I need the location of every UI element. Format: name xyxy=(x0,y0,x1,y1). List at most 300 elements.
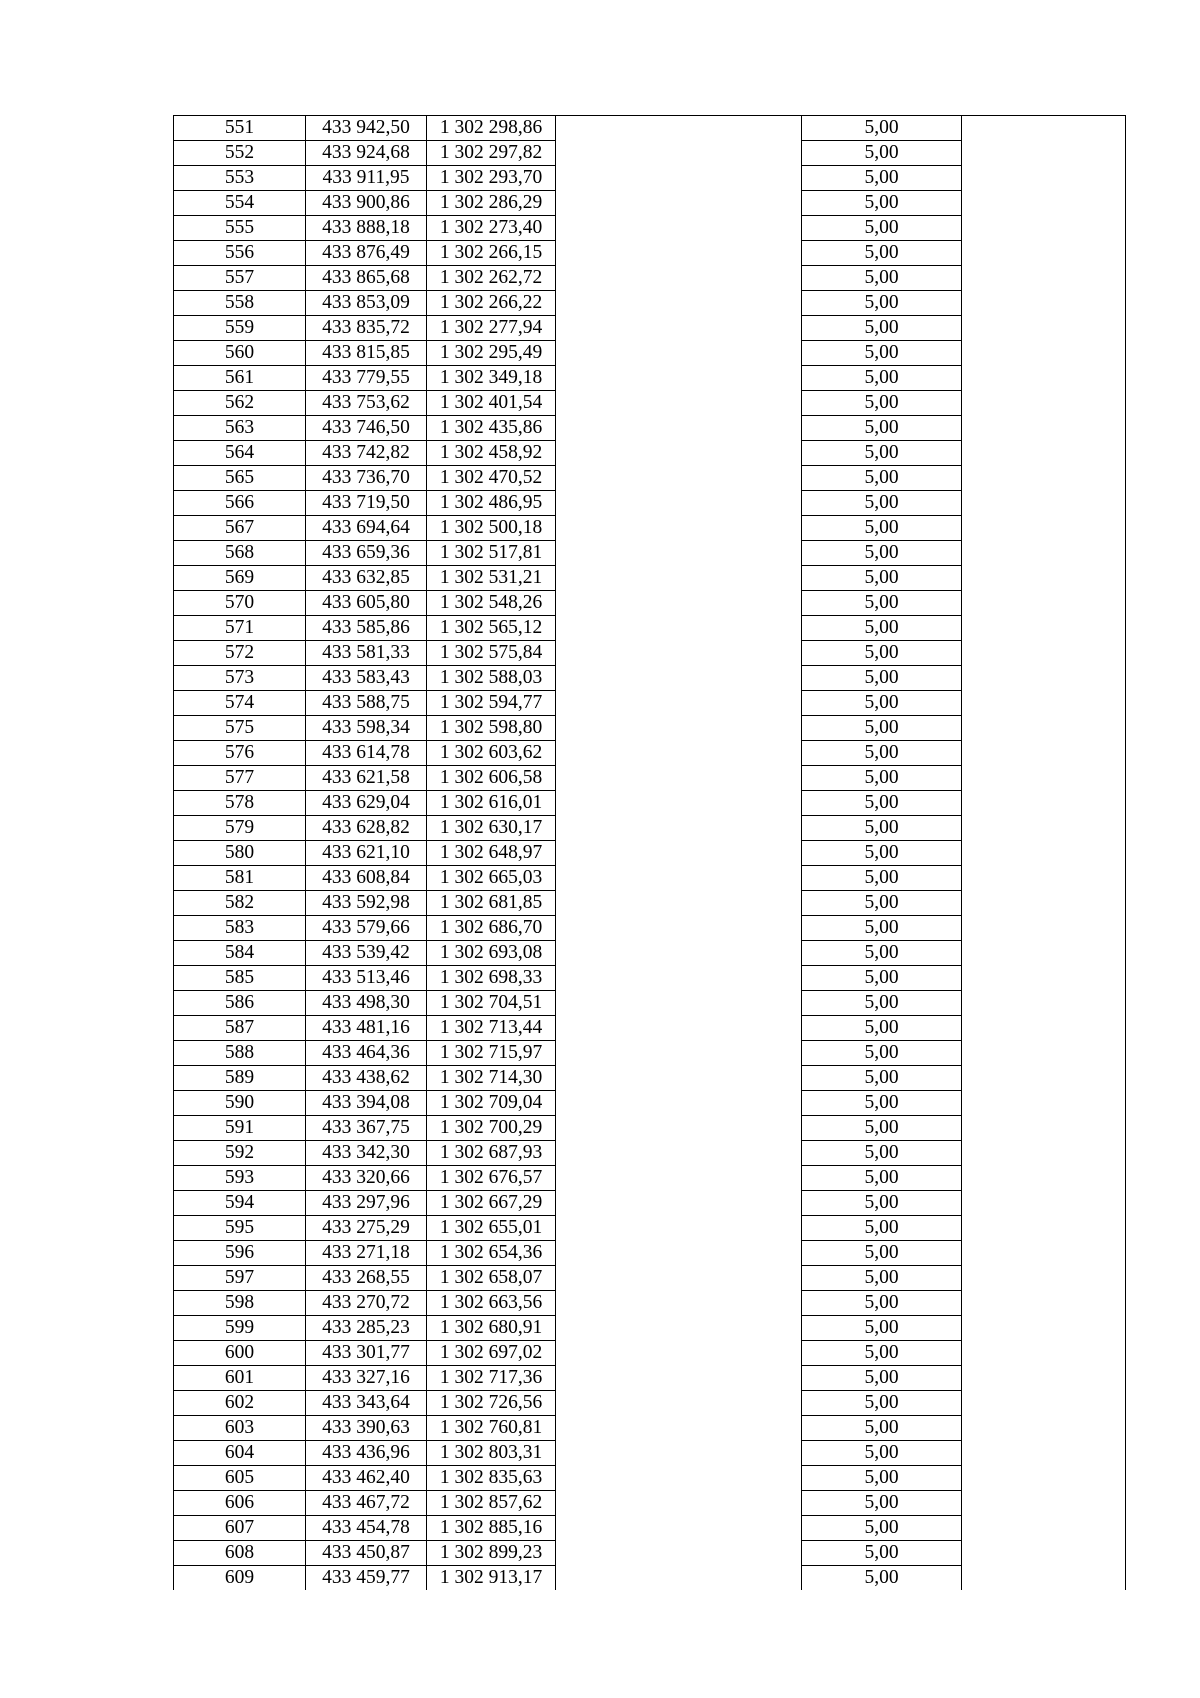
table-row xyxy=(174,1066,1126,1091)
value-cell: 5,00 xyxy=(802,1466,962,1491)
x-coordinate-cell: 433 629,04 xyxy=(306,791,427,816)
empty-cell xyxy=(556,516,802,541)
point-number-cell: 595 xyxy=(174,1216,306,1241)
x-coordinate-cell: 433 779,55 xyxy=(306,366,427,391)
point-number-cell: 553 xyxy=(174,166,306,191)
empty-cell xyxy=(962,891,1126,916)
point-number-cell: 560 xyxy=(174,341,306,366)
empty-cell xyxy=(556,466,802,491)
point-number-cell: 577 xyxy=(174,766,306,791)
table-row xyxy=(174,741,1126,766)
table-row xyxy=(174,266,1126,291)
x-coordinate-cell: 433 876,49 xyxy=(306,241,427,266)
empty-cell xyxy=(556,291,802,316)
y-coordinate-cell: 1 302 531,21 xyxy=(427,566,556,591)
value-cell: 5,00 xyxy=(802,791,962,816)
point-number-cell: 573 xyxy=(174,666,306,691)
empty-cell xyxy=(556,216,802,241)
point-number-cell: 564 xyxy=(174,441,306,466)
value-cell: 5,00 xyxy=(802,1316,962,1341)
value-cell: 5,00 xyxy=(802,441,962,466)
table-row xyxy=(174,1316,1126,1341)
y-coordinate-cell: 1 302 266,15 xyxy=(427,241,556,266)
table-row xyxy=(174,1191,1126,1216)
y-coordinate-cell: 1 302 714,30 xyxy=(427,1066,556,1091)
y-coordinate-cell: 1 302 803,31 xyxy=(427,1441,556,1466)
empty-cell xyxy=(962,241,1126,266)
empty-cell xyxy=(556,341,802,366)
value-cell: 5,00 xyxy=(802,691,962,716)
empty-cell xyxy=(962,966,1126,991)
empty-cell xyxy=(962,1216,1126,1241)
empty-cell xyxy=(962,266,1126,291)
empty-cell xyxy=(556,966,802,991)
x-coordinate-cell: 433 450,87 xyxy=(306,1541,427,1566)
y-coordinate-cell: 1 302 709,04 xyxy=(427,1091,556,1116)
x-coordinate-cell: 433 736,70 xyxy=(306,466,427,491)
y-coordinate-cell: 1 302 286,29 xyxy=(427,191,556,216)
y-coordinate-cell: 1 302 262,72 xyxy=(427,266,556,291)
empty-cell xyxy=(962,1391,1126,1416)
y-coordinate-cell: 1 302 700,29 xyxy=(427,1116,556,1141)
x-coordinate-cell: 433 900,86 xyxy=(306,191,427,216)
empty-cell xyxy=(962,466,1126,491)
y-coordinate-cell: 1 302 500,18 xyxy=(427,516,556,541)
table-row xyxy=(174,691,1126,716)
value-cell: 5,00 xyxy=(802,741,962,766)
point-number-cell: 565 xyxy=(174,466,306,491)
table-row xyxy=(174,1341,1126,1366)
empty-cell xyxy=(556,416,802,441)
empty-cell xyxy=(962,316,1126,341)
table-row xyxy=(174,716,1126,741)
y-coordinate-cell: 1 302 349,18 xyxy=(427,366,556,391)
y-coordinate-cell: 1 302 857,62 xyxy=(427,1491,556,1516)
point-number-cell: 601 xyxy=(174,1366,306,1391)
empty-cell xyxy=(556,1166,802,1191)
point-number-cell: 554 xyxy=(174,191,306,216)
value-cell: 5,00 xyxy=(802,266,962,291)
y-coordinate-cell: 1 302 598,80 xyxy=(427,716,556,741)
empty-cell xyxy=(962,416,1126,441)
x-coordinate-cell: 433 436,96 xyxy=(306,1441,427,1466)
value-cell: 5,00 xyxy=(802,1091,962,1116)
table-row xyxy=(174,341,1126,366)
point-number-cell: 572 xyxy=(174,641,306,666)
table-row xyxy=(174,641,1126,666)
point-number-cell: 597 xyxy=(174,1266,306,1291)
value-cell: 5,00 xyxy=(802,1216,962,1241)
empty-cell xyxy=(962,166,1126,191)
y-coordinate-cell: 1 302 470,52 xyxy=(427,466,556,491)
x-coordinate-cell: 433 301,77 xyxy=(306,1341,427,1366)
point-number-cell: 608 xyxy=(174,1541,306,1566)
point-number-cell: 571 xyxy=(174,616,306,641)
empty-cell xyxy=(556,1016,802,1041)
value-cell: 5,00 xyxy=(802,1166,962,1191)
y-coordinate-cell: 1 302 603,62 xyxy=(427,741,556,766)
empty-cell xyxy=(962,216,1126,241)
value-cell: 5,00 xyxy=(802,1141,962,1166)
y-coordinate-cell: 1 302 277,94 xyxy=(427,316,556,341)
table-row xyxy=(174,141,1126,166)
empty-cell xyxy=(962,1316,1126,1341)
value-cell: 5,00 xyxy=(802,591,962,616)
x-coordinate-cell: 433 598,34 xyxy=(306,716,427,741)
point-number-cell: 576 xyxy=(174,741,306,766)
empty-cell xyxy=(962,1191,1126,1216)
value-cell: 5,00 xyxy=(802,866,962,891)
y-coordinate-cell: 1 302 630,17 xyxy=(427,816,556,841)
empty-cell xyxy=(556,1291,802,1316)
point-number-cell: 598 xyxy=(174,1291,306,1316)
value-cell: 5,00 xyxy=(802,341,962,366)
point-number-cell: 583 xyxy=(174,916,306,941)
empty-cell xyxy=(556,266,802,291)
y-coordinate-cell: 1 302 697,02 xyxy=(427,1341,556,1366)
value-cell: 5,00 xyxy=(802,291,962,316)
empty-cell xyxy=(962,666,1126,691)
point-number-cell: 552 xyxy=(174,141,306,166)
empty-cell xyxy=(556,691,802,716)
value-cell: 5,00 xyxy=(802,116,962,141)
value-cell: 5,00 xyxy=(802,366,962,391)
table-row xyxy=(174,816,1126,841)
point-number-cell: 594 xyxy=(174,1191,306,1216)
x-coordinate-cell: 433 275,29 xyxy=(306,1216,427,1241)
y-coordinate-cell: 1 302 676,57 xyxy=(427,1166,556,1191)
point-number-cell: 575 xyxy=(174,716,306,741)
empty-cell xyxy=(556,866,802,891)
point-number-cell: 566 xyxy=(174,491,306,516)
x-coordinate-cell: 433 614,78 xyxy=(306,741,427,766)
x-coordinate-cell: 433 632,85 xyxy=(306,566,427,591)
empty-cell xyxy=(556,1416,802,1441)
x-coordinate-cell: 433 815,85 xyxy=(306,341,427,366)
table-row xyxy=(174,1016,1126,1041)
value-cell: 5,00 xyxy=(802,1116,962,1141)
empty-cell xyxy=(556,1191,802,1216)
empty-cell xyxy=(556,141,802,166)
point-number-cell: 603 xyxy=(174,1416,306,1441)
empty-cell xyxy=(962,841,1126,866)
empty-cell xyxy=(962,866,1126,891)
value-cell: 5,00 xyxy=(802,416,962,441)
y-coordinate-cell: 1 302 663,56 xyxy=(427,1291,556,1316)
x-coordinate-cell: 433 454,78 xyxy=(306,1516,427,1541)
empty-cell xyxy=(962,916,1126,941)
empty-cell xyxy=(962,1266,1126,1291)
empty-cell xyxy=(556,641,802,666)
empty-cell xyxy=(556,1566,802,1591)
point-number-cell: 585 xyxy=(174,966,306,991)
y-coordinate-cell: 1 302 913,17 xyxy=(427,1566,556,1591)
empty-cell xyxy=(556,116,802,141)
point-number-cell: 587 xyxy=(174,1016,306,1041)
empty-cell xyxy=(962,1066,1126,1091)
x-coordinate-cell: 433 367,75 xyxy=(306,1116,427,1141)
empty-cell xyxy=(962,691,1126,716)
table-row xyxy=(174,1216,1126,1241)
table-row xyxy=(174,566,1126,591)
point-number-cell: 563 xyxy=(174,416,306,441)
empty-cell xyxy=(962,1091,1126,1116)
x-coordinate-cell: 433 694,64 xyxy=(306,516,427,541)
point-number-cell: 602 xyxy=(174,1391,306,1416)
table-row xyxy=(174,891,1126,916)
y-coordinate-cell: 1 302 686,70 xyxy=(427,916,556,941)
point-number-cell: 589 xyxy=(174,1066,306,1091)
value-cell: 5,00 xyxy=(802,1441,962,1466)
y-coordinate-cell: 1 302 458,92 xyxy=(427,441,556,466)
x-coordinate-cell: 433 583,43 xyxy=(306,666,427,691)
empty-cell xyxy=(556,1541,802,1566)
value-cell: 5,00 xyxy=(802,1016,962,1041)
point-number-cell: 561 xyxy=(174,366,306,391)
y-coordinate-cell: 1 302 273,40 xyxy=(427,216,556,241)
x-coordinate-cell: 433 342,30 xyxy=(306,1141,427,1166)
value-cell: 5,00 xyxy=(802,1416,962,1441)
table-row xyxy=(174,941,1126,966)
value-cell: 5,00 xyxy=(802,1391,962,1416)
x-coordinate-cell: 433 270,72 xyxy=(306,1291,427,1316)
x-coordinate-cell: 433 888,18 xyxy=(306,216,427,241)
empty-cell xyxy=(556,1516,802,1541)
empty-cell xyxy=(962,1241,1126,1266)
table-row xyxy=(174,841,1126,866)
x-coordinate-cell: 433 498,30 xyxy=(306,991,427,1016)
empty-cell xyxy=(962,991,1126,1016)
empty-cell xyxy=(556,616,802,641)
x-coordinate-cell: 433 621,10 xyxy=(306,841,427,866)
table-row xyxy=(174,766,1126,791)
empty-cell xyxy=(962,1291,1126,1316)
table-row xyxy=(174,1491,1126,1516)
value-cell: 5,00 xyxy=(802,191,962,216)
value-cell: 5,00 xyxy=(802,1566,962,1591)
value-cell: 5,00 xyxy=(802,1366,962,1391)
table-row xyxy=(174,391,1126,416)
empty-cell xyxy=(556,1316,802,1341)
value-cell: 5,00 xyxy=(802,1191,962,1216)
x-coordinate-cell: 433 719,50 xyxy=(306,491,427,516)
empty-cell xyxy=(556,566,802,591)
value-cell: 5,00 xyxy=(802,1341,962,1366)
empty-cell xyxy=(962,191,1126,216)
y-coordinate-cell: 1 302 654,36 xyxy=(427,1241,556,1266)
empty-cell xyxy=(556,1366,802,1391)
value-cell: 5,00 xyxy=(802,616,962,641)
x-coordinate-cell: 433 271,18 xyxy=(306,1241,427,1266)
x-coordinate-cell: 433 481,16 xyxy=(306,1016,427,1041)
point-number-cell: 604 xyxy=(174,1441,306,1466)
empty-cell xyxy=(556,1466,802,1491)
empty-cell xyxy=(962,1516,1126,1541)
empty-cell xyxy=(962,791,1126,816)
empty-cell xyxy=(556,316,802,341)
y-coordinate-cell: 1 302 401,54 xyxy=(427,391,556,416)
point-number-cell: 596 xyxy=(174,1241,306,1266)
x-coordinate-cell: 433 320,66 xyxy=(306,1166,427,1191)
y-coordinate-cell: 1 302 606,58 xyxy=(427,766,556,791)
value-cell: 5,00 xyxy=(802,766,962,791)
table-row xyxy=(174,1366,1126,1391)
table-row xyxy=(174,991,1126,1016)
table-row xyxy=(174,791,1126,816)
x-coordinate-cell: 433 865,68 xyxy=(306,266,427,291)
y-coordinate-cell: 1 302 680,91 xyxy=(427,1316,556,1341)
value-cell: 5,00 xyxy=(802,1266,962,1291)
value-cell: 5,00 xyxy=(802,566,962,591)
table-row xyxy=(174,291,1126,316)
empty-cell xyxy=(556,1216,802,1241)
x-coordinate-cell: 433 268,55 xyxy=(306,1266,427,1291)
table-row xyxy=(174,1116,1126,1141)
empty-cell xyxy=(962,1416,1126,1441)
point-number-cell: 590 xyxy=(174,1091,306,1116)
empty-cell xyxy=(556,1391,802,1416)
empty-cell xyxy=(962,1441,1126,1466)
empty-cell xyxy=(962,816,1126,841)
empty-cell xyxy=(556,791,802,816)
x-coordinate-cell: 433 608,84 xyxy=(306,866,427,891)
x-coordinate-cell: 433 588,75 xyxy=(306,691,427,716)
y-coordinate-cell: 1 302 693,08 xyxy=(427,941,556,966)
x-coordinate-cell: 433 592,98 xyxy=(306,891,427,916)
x-coordinate-cell: 433 605,80 xyxy=(306,591,427,616)
table-row xyxy=(174,591,1126,616)
x-coordinate-cell: 433 343,64 xyxy=(306,1391,427,1416)
empty-cell xyxy=(962,1541,1126,1566)
x-coordinate-cell: 433 513,46 xyxy=(306,966,427,991)
point-number-cell: 593 xyxy=(174,1166,306,1191)
point-number-cell: 588 xyxy=(174,1041,306,1066)
y-coordinate-cell: 1 302 704,51 xyxy=(427,991,556,1016)
value-cell: 5,00 xyxy=(802,391,962,416)
empty-cell xyxy=(962,1016,1126,1041)
table-row xyxy=(174,366,1126,391)
point-number-cell: 581 xyxy=(174,866,306,891)
x-coordinate-cell: 433 438,62 xyxy=(306,1066,427,1091)
empty-cell xyxy=(556,1441,802,1466)
empty-cell xyxy=(556,941,802,966)
point-number-cell: 607 xyxy=(174,1516,306,1541)
empty-cell xyxy=(962,341,1126,366)
y-coordinate-cell: 1 302 548,26 xyxy=(427,591,556,616)
empty-cell xyxy=(962,1491,1126,1516)
y-coordinate-cell: 1 302 297,82 xyxy=(427,141,556,166)
table-row xyxy=(174,616,1126,641)
empty-cell xyxy=(556,716,802,741)
x-coordinate-cell: 433 285,23 xyxy=(306,1316,427,1341)
y-coordinate-cell: 1 302 698,33 xyxy=(427,966,556,991)
empty-cell xyxy=(556,891,802,916)
value-cell: 5,00 xyxy=(802,816,962,841)
empty-cell xyxy=(556,1241,802,1266)
point-number-cell: 580 xyxy=(174,841,306,866)
x-coordinate-cell: 433 746,50 xyxy=(306,416,427,441)
empty-cell xyxy=(962,1166,1126,1191)
empty-cell xyxy=(556,741,802,766)
x-coordinate-cell: 433 628,82 xyxy=(306,816,427,841)
y-coordinate-cell: 1 302 667,29 xyxy=(427,1191,556,1216)
table-row xyxy=(174,1166,1126,1191)
empty-cell xyxy=(556,1341,802,1366)
value-cell: 5,00 xyxy=(802,541,962,566)
table-row xyxy=(174,1141,1126,1166)
x-coordinate-cell: 433 459,77 xyxy=(306,1566,427,1591)
y-coordinate-cell: 1 302 655,01 xyxy=(427,1216,556,1241)
empty-cell xyxy=(556,441,802,466)
value-cell: 5,00 xyxy=(802,316,962,341)
empty-cell xyxy=(962,1116,1126,1141)
y-coordinate-cell: 1 302 726,56 xyxy=(427,1391,556,1416)
value-cell: 5,00 xyxy=(802,1066,962,1091)
y-coordinate-cell: 1 302 681,85 xyxy=(427,891,556,916)
empty-cell xyxy=(962,491,1126,516)
x-coordinate-cell: 433 327,16 xyxy=(306,1366,427,1391)
y-coordinate-cell: 1 302 295,49 xyxy=(427,341,556,366)
y-coordinate-cell: 1 302 616,01 xyxy=(427,791,556,816)
value-cell: 5,00 xyxy=(802,466,962,491)
value-cell: 5,00 xyxy=(802,716,962,741)
point-number-cell: 592 xyxy=(174,1141,306,1166)
point-number-cell: 558 xyxy=(174,291,306,316)
x-coordinate-cell: 433 297,96 xyxy=(306,1191,427,1216)
empty-cell xyxy=(962,291,1126,316)
value-cell: 5,00 xyxy=(802,1041,962,1066)
y-coordinate-cell: 1 302 435,86 xyxy=(427,416,556,441)
table-row xyxy=(174,166,1126,191)
empty-cell xyxy=(962,441,1126,466)
empty-cell xyxy=(556,1141,802,1166)
empty-cell xyxy=(962,941,1126,966)
y-coordinate-cell: 1 302 713,44 xyxy=(427,1016,556,1041)
empty-cell xyxy=(962,566,1126,591)
empty-cell xyxy=(556,1266,802,1291)
y-coordinate-cell: 1 302 899,23 xyxy=(427,1541,556,1566)
y-coordinate-cell: 1 302 565,12 xyxy=(427,616,556,641)
point-number-cell: 579 xyxy=(174,816,306,841)
table-row xyxy=(174,241,1126,266)
point-number-cell: 606 xyxy=(174,1491,306,1516)
x-coordinate-cell: 433 579,66 xyxy=(306,916,427,941)
empty-cell xyxy=(962,591,1126,616)
table-row xyxy=(174,466,1126,491)
y-coordinate-cell: 1 302 588,03 xyxy=(427,666,556,691)
x-coordinate-cell: 433 621,58 xyxy=(306,766,427,791)
empty-cell xyxy=(556,191,802,216)
table-row xyxy=(174,966,1126,991)
table-row xyxy=(174,416,1126,441)
value-cell: 5,00 xyxy=(802,1491,962,1516)
table-row xyxy=(174,1241,1126,1266)
x-coordinate-cell: 433 390,63 xyxy=(306,1416,427,1441)
x-coordinate-cell: 433 835,72 xyxy=(306,316,427,341)
y-coordinate-cell: 1 302 885,16 xyxy=(427,1516,556,1541)
empty-cell xyxy=(962,116,1126,141)
table-body xyxy=(174,116,1126,1591)
y-coordinate-cell: 1 302 298,86 xyxy=(427,116,556,141)
empty-cell xyxy=(556,991,802,1016)
empty-cell xyxy=(556,591,802,616)
x-coordinate-cell: 433 585,86 xyxy=(306,616,427,641)
x-coordinate-cell: 433 467,72 xyxy=(306,1491,427,1516)
y-coordinate-cell: 1 302 760,81 xyxy=(427,1416,556,1441)
point-number-cell: 556 xyxy=(174,241,306,266)
point-number-cell: 605 xyxy=(174,1466,306,1491)
empty-cell xyxy=(962,766,1126,791)
